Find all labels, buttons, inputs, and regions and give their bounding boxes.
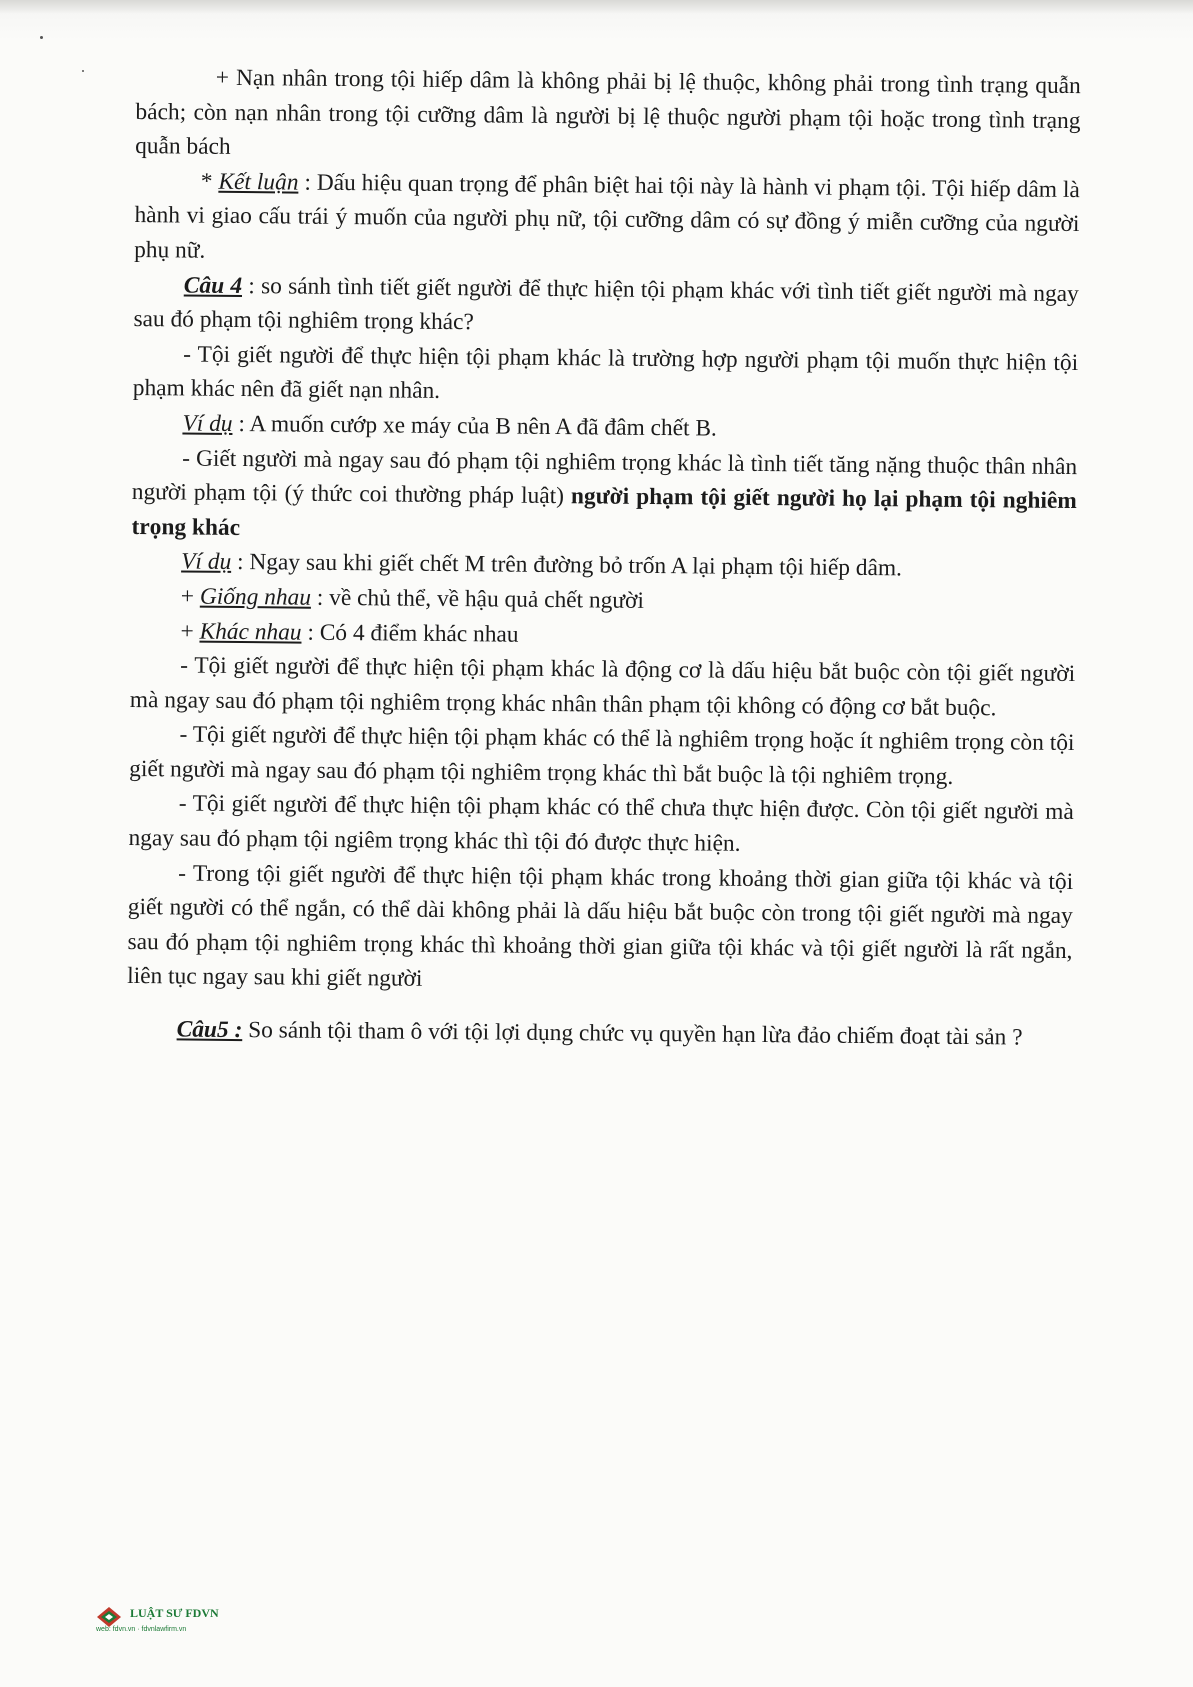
conclusion-label: Kết luận xyxy=(218,168,299,196)
scan-speck xyxy=(40,36,43,39)
difference-4: - Trong tội giết người để thực hiện tội phạm khác trong khoảng thời gian giữa tội khác và tội giết người có thể ngắn, có thể dài không phải là dấu hiệu bắt buộc còn trong tội giết người mà ngay sau đó phạm tội nghiêm trọng khác thì khoảng thời gian giữa tội khác và tội giết người là rất ngắn, liên tục ngay sau khi giết người xyxy=(127,860,1074,993)
paragraph-conclusion: * Kết luận : Dấu hiệu quan trọng để phân biệt hai tội này là hành vi phạm tội. Tội hiếp dâm là hành vi giao cấu trái ý muốn của người phụ nữ, tội cưỡng dâm có sự đồng ý miễn cưỡng của người phụ nữ. xyxy=(134,168,1080,264)
example-1-label: Ví dụ xyxy=(182,410,233,437)
difference-3: - Tội giết người để thực hiện tội phạm khác có thể chưa thực hiện được. Còn tội giết người mà ngay sau đó phạm tội ngiêm trọng khác thì tội đó được thực hiện. xyxy=(128,790,1074,857)
similarities-label: Giống nhau xyxy=(199,583,312,611)
question-5-label: Câu5 : xyxy=(176,1016,243,1044)
scan-shadow xyxy=(0,0,1193,14)
document-body xyxy=(127,60,1081,1056)
logo-sub: web: fdvn.vn · fdvnlawfirm.vn xyxy=(96,1626,187,1633)
example-2-label: Ví dụ xyxy=(181,548,232,576)
example-1: Ví dụ : A muốn cướp xe máy của B nên A đã đâm chết B. xyxy=(182,410,717,442)
question-4-label: Câu 4 xyxy=(183,272,243,299)
fdvn-logo[interactable] xyxy=(96,1602,296,1642)
scan-speck xyxy=(82,70,84,72)
similarities: + Giống nhau : về chủ thể, về hậu quả chết người xyxy=(180,583,645,614)
paragraph-victim: + Nạn nhân trong tội hiếp dâm là không phải bị lệ thuộc, không phải trong tình trạng quẫn bách; còn nạn nhân trong tội cưỡng dâm là người bị lệ thuộc người phạm tội hoặc trong tình trạng quẫn bách xyxy=(135,64,1081,161)
logo-name: LUẬT SƯ FDVN xyxy=(130,1606,219,1620)
example-2: Ví dụ : Ngay sau khi giết chết M trên đường bỏ trốn A lại phạm tội hiếp dâm. xyxy=(181,548,903,582)
paragraph-killing-then-crime: - Giết người mà ngay sau đó phạm tội nghiêm trọng khác là tình tiết tăng nặng thuộc thân nhân người phạm tội (ý thức coi thường pháp luật) người phạm tội giết người họ lại phạm tội nghiêm trọng khác xyxy=(131,444,1078,541)
differences: + Khác nhau : Có 4 điểm khác nhau xyxy=(180,617,519,648)
question-4: Câu 4 : so sánh tình tiết giết người để thực hiện tội phạm khác với tình tiết giết người mà ngay sau đó phạm tội nghiêm trọng khác? xyxy=(133,272,1079,336)
difference-2: - Tội giết người để thực hiện tội phạm khác có thể là nghiêm trọng hoặc ít nghiêm trọng còn tội giết người mà ngay sau đó phạm tội nghiêm trọng khác thì bắt buộc là tội nghiêm trọng. xyxy=(129,721,1075,790)
paragraph-killing-for-crime: - Tội giết người để thực hiện tội phạm khác là trường hợp người phạm tội muốn thực hiện tội phạm khác nên đã giết nạn nhân. xyxy=(132,341,1079,405)
question-5: Câu5 : So sánh tội tham ô với tội lợi dụng chức vụ quyền hạn lừa đảo chiếm đoạt tài sản ? xyxy=(176,1016,1023,1051)
differences-label: Khác nhau xyxy=(199,618,302,646)
emphasis-text: người phạm tội giết người họ lại phạm tội nghiêm trọng khác xyxy=(131,483,1077,541)
diamond-logo-icon xyxy=(96,1606,122,1628)
difference-1: - Tội giết người để thực hiện tội phạm khác là động cơ là dấu hiệu bắt buộc còn tội giết người mà ngay sau đó phạm tội nghiêm trọng khác nhân thân phạm tội không có động cơ bắt buộc. xyxy=(129,652,1076,721)
